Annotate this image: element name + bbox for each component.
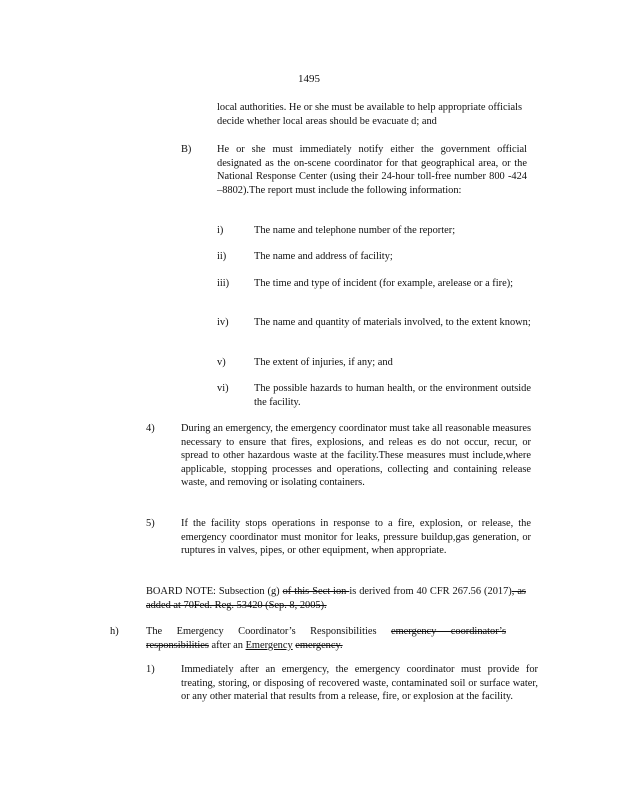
sub-item-label: vi) xyxy=(217,383,229,394)
sub-item-text: The extent of injuries, if any; and xyxy=(254,357,393,368)
sub-item-label: v) xyxy=(217,357,226,368)
sub-item-text: The possible hazards to human health, or the environment outside the facility. xyxy=(254,383,531,408)
board-note-struck-citation: , as added at 70Fed. Reg. 53420 (Sep. 8, 2005). xyxy=(146,586,526,611)
item-b-label: B) xyxy=(181,144,192,155)
board-note xyxy=(146,585,526,612)
item-4-label: 4) xyxy=(146,423,155,434)
section-h-struck-word: emergency. xyxy=(295,639,343,651)
item-5-text: If the facility stops operations in response to a fire, explosion, or release, the emergency coordinator must monitor for leaks, pressure buildup,gas generation, or ruptures in valves, pipes, or other equipment, when appropriate. xyxy=(181,518,531,557)
section-h-heading xyxy=(146,625,506,652)
board-note-struck-text: of this Sect ion xyxy=(282,586,350,597)
sub-item-text: The name and address of facility; xyxy=(254,251,393,262)
sub-item-label: ii) xyxy=(217,251,227,262)
sub-item-text: The name and quantity of materials involved, to the extent known; xyxy=(254,317,531,328)
section-h-inserted-text: Emergency xyxy=(245,639,293,651)
section-h-text-after: after an xyxy=(208,639,246,651)
item-h1-text: Immediately after an emergency, the emergency coordinator must provide for treating, storing, or disposing of recovered waste, contaminated soil or surface water, or any other material that results from a release, fire, or explosion at the facility. xyxy=(181,664,538,703)
item-h1-label: 1) xyxy=(146,664,155,675)
sub-item-text: The name and telephone number of the reporter; xyxy=(254,225,456,236)
sub-item-label: i) xyxy=(217,225,224,236)
continuation-paragraph: local authorities. He or she must be available to help appropriate officials decide whether local areas should be evacuate d; and xyxy=(217,102,522,127)
section-h-label: h) xyxy=(110,626,119,637)
item-5-label: 5) xyxy=(146,518,155,529)
section-h-text: The Emergency Coordinator’s Responsibilities xyxy=(146,626,391,637)
item-b-text: He or she must immediately notify either the government official designated as the on-scene coordinator for that geographical area, or the National Response Center (using their 24-hour toll-free number 800 -424 –8802).The report must include the following information: xyxy=(217,144,527,196)
sub-item-text: The time and type of incident (for example, arelease or a fire); xyxy=(254,278,514,289)
board-note-prefix: BOARD NOTE: Subsection (g) xyxy=(146,586,283,597)
board-note-citation: is derived from 40 CFR 267.56 (2017) xyxy=(349,586,512,597)
section-h-struck-text: emergency coordinator’s responsibilities xyxy=(146,626,506,651)
sub-item-label: iv) xyxy=(217,317,229,328)
item-4-text: During an emergency, the emergency coordinator must take all reasonable measures necessary to ensure that fires, explosions, and releas es do not occur, recur, or spread to other hazardous waste at the facility.These measures must include,where applicable, stopping processes and operations, collecting and containing release waste, and removing or isolating containers. xyxy=(181,423,531,489)
sub-item-label: iii) xyxy=(217,278,230,289)
page-number: 1495 xyxy=(298,73,320,85)
